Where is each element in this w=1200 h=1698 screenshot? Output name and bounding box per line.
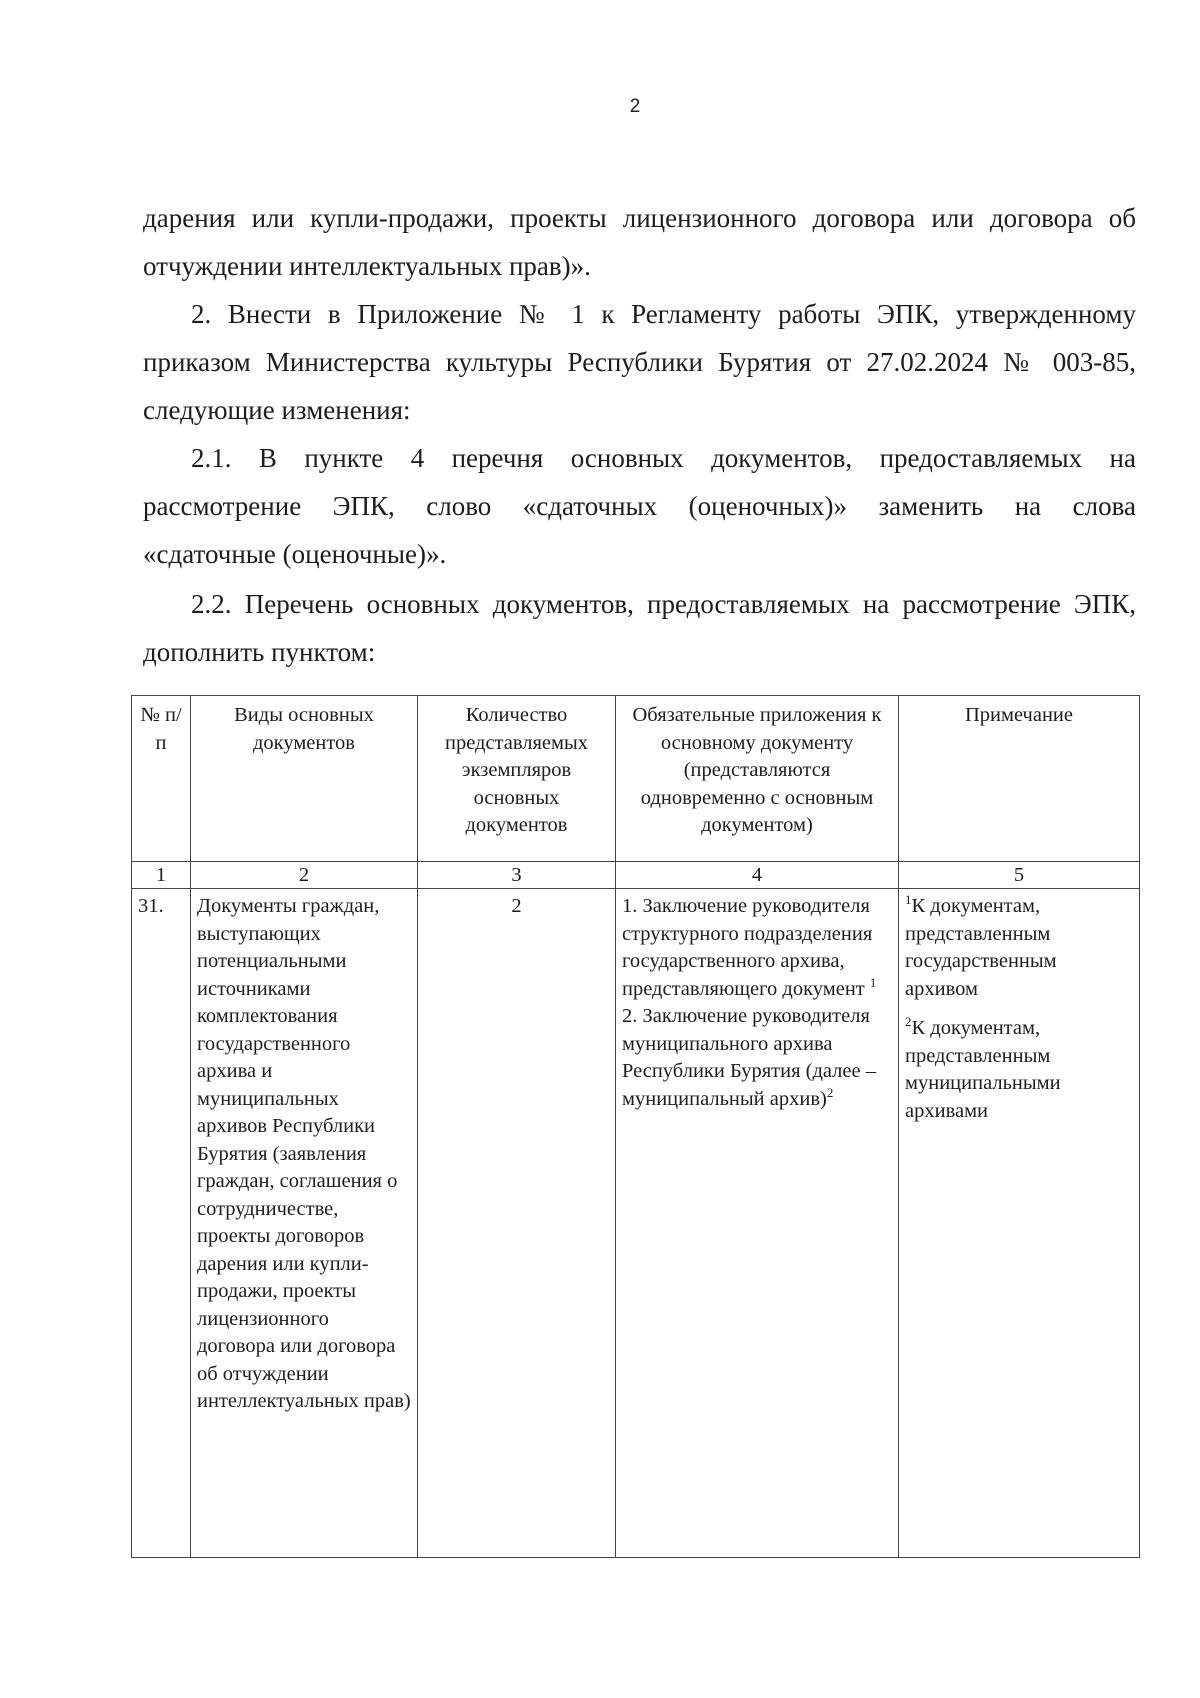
footnote-mark: 1: [869, 974, 877, 990]
attachments-cell: [616, 889, 899, 1558]
page-number: 2: [629, 96, 641, 117]
column-number-cell: 3: [418, 862, 616, 889]
header-cell-document-types: Виды основных документов: [191, 696, 418, 862]
attachment-item-2: 2. Заключение руководителя муниципального архива Республики Бурятия (далее – муниципальный архив)$^2$: [622, 1005, 876, 1110]
row-number-cell: 31.: [132, 889, 191, 1558]
paragraph-line: 2. Внести в Приложение № 1 к Регламенту работы ЭПК, утвержденному: [191, 299, 1136, 329]
column-number-cell: 1: [132, 862, 191, 889]
paragraph-line: следующие изменения:: [143, 395, 411, 425]
note-cell: [899, 889, 1140, 1558]
paragraph-line: рассмотрение ЭПК, слово «сдаточных (оценочных)» заменить на слова: [143, 491, 1136, 521]
header-cell-note: Примечание: [899, 696, 1140, 862]
column-number-cell: 4: [616, 862, 899, 889]
column-number-cell: 2: [191, 862, 418, 889]
column-number-cell: 5: [899, 862, 1140, 889]
paragraph-line: отчуждении интеллектуальных прав)».: [143, 251, 591, 281]
paragraph-item-2-2: [143, 580, 1136, 676]
copies-cell: 2: [418, 889, 616, 1558]
footnote-mark: 2: [905, 1014, 912, 1030]
note-item-1: $^1$К документам, представленным государственным архивом: [905, 892, 1057, 1000]
footnote-mark: 1: [905, 892, 912, 908]
paragraph-line: дополнить пунктом:: [143, 637, 376, 667]
paragraph-line: дарения или купли-продажи, проекты лицензионного договора или договора об: [143, 203, 1136, 233]
document-types-cell: Документы граждан, выступающих потенциальными источниками комплектования государственного архива и муниципальных архивов Республики Бурятия (заявления граждан, соглашения о сотрудничестве, проекты договоров дарения или купли-продажи, проекты лицензионного договора или договора об отчуждении интеллектуальных прав): [191, 889, 418, 1558]
documents-table: [131, 695, 1140, 1558]
table-header-row: [132, 696, 1140, 862]
paragraph-line: 2.2. Перечень основных документов, предоставляемых на рассмотрение ЭПК,: [191, 589, 1136, 619]
footnote-mark: 2: [826, 1084, 834, 1100]
header-cell-copies: Количество представляемых экземпляров основных документов: [418, 696, 616, 862]
attachment-item-1: 1. Заключение руководителя структурного подразделения государственного архива, представляющего документ $^1$: [622, 895, 877, 1000]
table-column-numbers-row: [132, 862, 1140, 889]
header-cell-attachments: Обязательные приложения к основному документу (представляются одновременно с основным документом): [616, 696, 899, 862]
paragraph-item-2: [143, 290, 1136, 434]
note-item-2: $^2$К документам, представленным муниципальными архивами: [905, 1014, 1061, 1122]
paragraph-line: 2.1. В пункте 4 перечня основных документов, предоставляемых на: [191, 443, 1136, 473]
paragraph-line: приказом Министерства культуры Республики Бурятия от 27.02.2024 № 003-85,: [143, 347, 1136, 377]
paragraph-continuation: [143, 194, 1136, 290]
paragraph-line: «сдаточные (оценочные)».: [143, 539, 447, 569]
header-cell-number: № п/п: [132, 696, 191, 862]
table-row: [132, 889, 1140, 1558]
paragraph-item-2-1: [143, 434, 1136, 578]
